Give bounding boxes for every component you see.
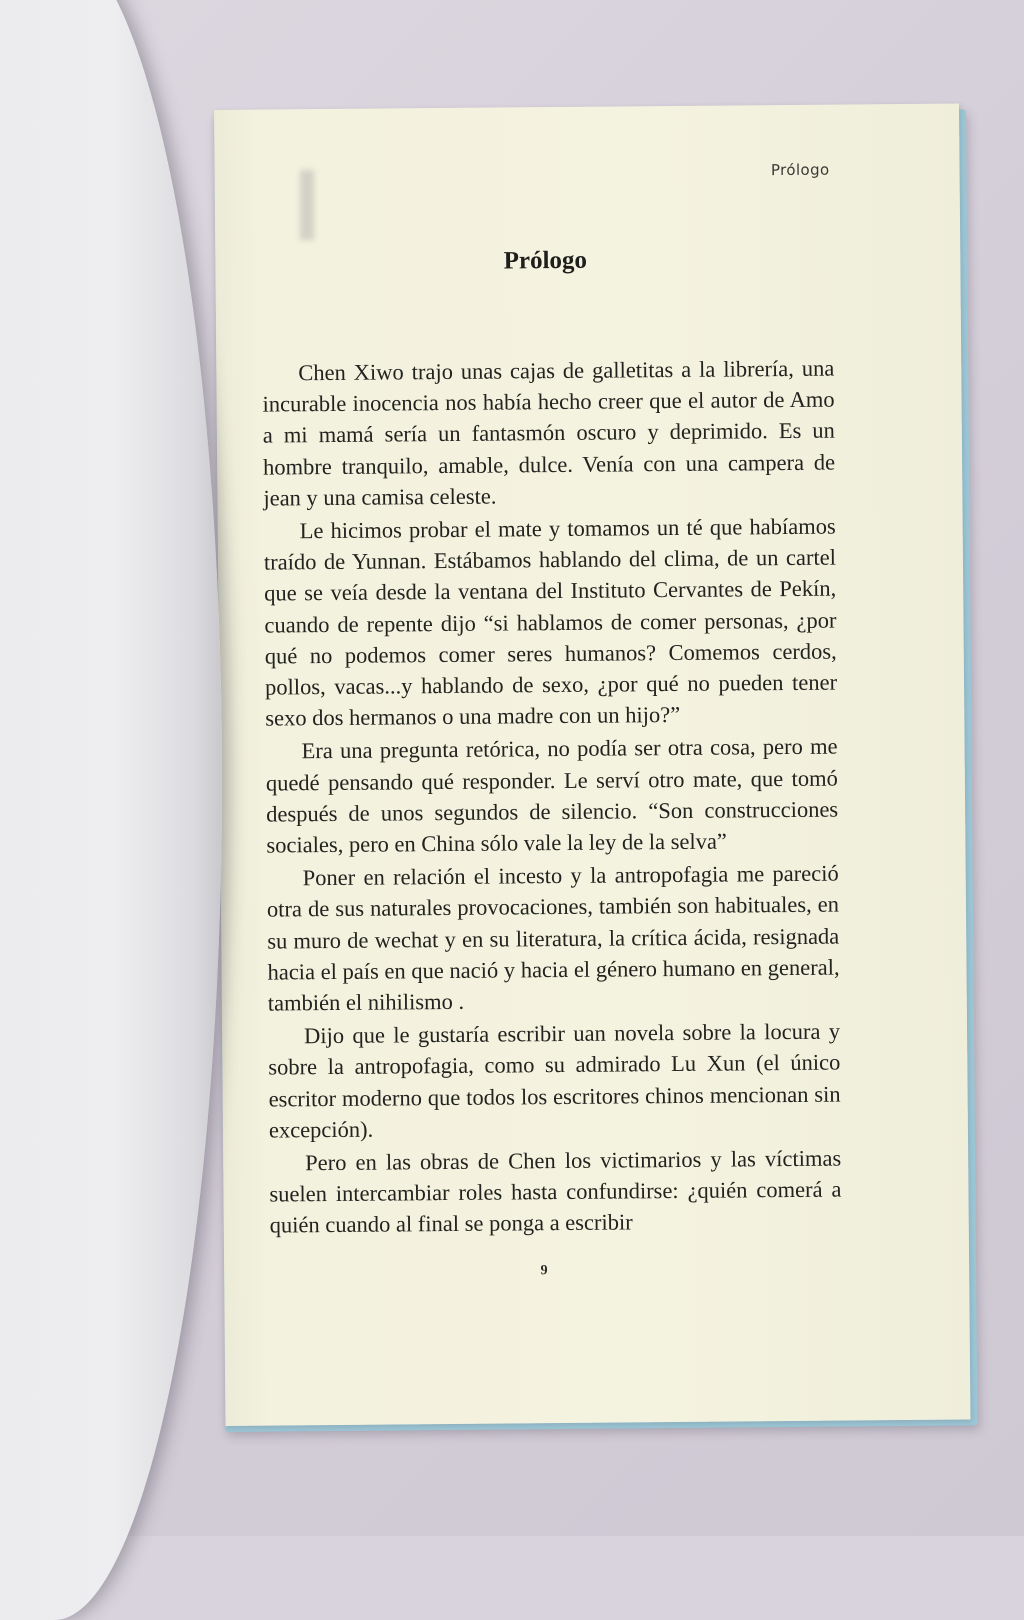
paragraph-1: Chen Xiwo trajo unas cajas de galletitas a la librería, una incurable inocencia nos había hecho creer que el autor de Amo a mi mamá sería un fantasmón oscuro y deprimido. Es un hombre tranquilo, amable, dulce. Venía con una campera de jean y una camisa celeste. bbox=[262, 355, 836, 511]
page-number: 9 bbox=[540, 1263, 548, 1279]
paragraph-3: Era una pregunta retórica, no podía ser otra cosa, pero me quedé pensando qué responder. Le serví otro mate, que tomó después de unos segundos de silencio. “Son construcciones sociales, pero en China sólo vale la ley de la selva” bbox=[265, 734, 839, 858]
book-page-right bbox=[214, 103, 970, 1425]
body-text bbox=[262, 353, 842, 1242]
chapter-title: Prólogo bbox=[503, 246, 588, 275]
paragraph-2: Le hicimos probar el mate y tomamos un té que habíamos traído de Yunnan. Estábamos hablando del clima, de un cartel que se veía desde la ventana del Instituto Cervantes de Pekín, cuando de repente dijo “si hablamos de comer personas, ¿por qué no podemos comer seres humanos? Comemos cerdos, pollos, vacas...y hablando de sexo, ¿por qué no pueden tener sexo dos hermanos o una madre con un hijo?” bbox=[263, 513, 838, 731]
running-head: Prólogo bbox=[770, 160, 830, 180]
paragraph-4: Poner en relación el incesto y la antropofagia me pareció otra de sus naturales provocaciones, también son habituales, en su muro de wechat y en su literatura, la crítica ácida, resignada hacia el país en que nació y hacia el género humano en general, también el nihilismo . bbox=[266, 860, 840, 1016]
paragraph-6: Pero en las obras de Chen los victimarios y las víctimas suelen intercambiar roles hasta confundirse: ¿quién comerá a quién cuando al final se ponga a escribir bbox=[269, 1145, 842, 1239]
paragraph-5: Dijo que le gustaría escribir uan novela sobre la locura y sobre la antropofagia, como su admirado Lu Xun (el único escritor moderno que todos los escritores chinos mencionan sin excepción). bbox=[268, 1018, 841, 1143]
left-page-shadow-mark bbox=[300, 170, 314, 240]
